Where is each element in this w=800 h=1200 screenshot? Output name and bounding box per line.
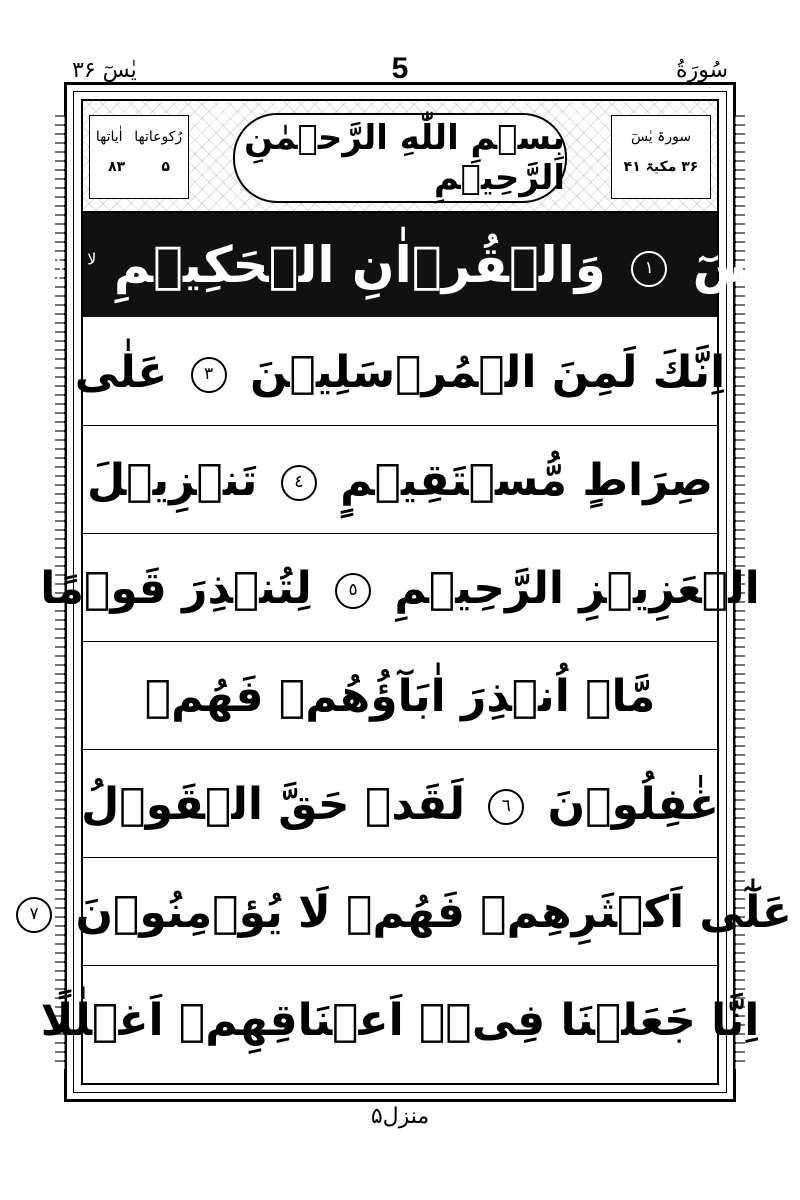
- ayah-text: الۡعَزِيۡزِ الرَّحِيۡمِ: [394, 562, 760, 614]
- ayah-number-marker: ٢: [26, 251, 62, 287]
- ayah-number-marker: ٦: [488, 789, 524, 825]
- surah-meta: ۳۶ مکیۃ ۴۱: [623, 159, 699, 175]
- ayah-text: عَلٰى: [74, 346, 168, 398]
- ayah-line: [29, 859, 792, 966]
- surah-name: سورۃ یٰسٓ: [630, 129, 692, 145]
- ayah-number-marker: ٥: [335, 573, 371, 609]
- ayah-line: [40, 535, 760, 642]
- ruku-count: ۵: [161, 159, 170, 175]
- surah-info-box: [611, 115, 711, 199]
- manzil-footer: منزل۵: [370, 1104, 430, 1129]
- ayat-label: اٰیاتھا: [95, 129, 123, 145]
- ayah-text: غٰفِلُوۡنَ: [547, 778, 719, 830]
- waqf-stop-mark: لا: [87, 249, 97, 269]
- ayah-text: اِنَّكَ لَمِنَ الۡمُرۡسَلِيۡنَ: [249, 346, 726, 398]
- ayah-line: [83, 751, 717, 858]
- ayah-text: وَالۡقُرۡاٰنِ الۡحَكِيۡمِ: [113, 236, 606, 294]
- ayah-number-marker: ١: [631, 251, 667, 287]
- ayat-count: ۸۳: [108, 159, 126, 175]
- ayah-line: [83, 643, 717, 750]
- ayah-number-marker: ٧: [16, 897, 52, 933]
- surah-banner: [83, 101, 717, 213]
- ayah-line: [83, 427, 717, 534]
- ayah-number-marker: ٤: [281, 465, 317, 501]
- ayah-text: عَلٰٓى اَكۡثَرِهِمۡ فَهُمۡ لَا يُؤۡمِنُوۡنَ: [75, 886, 792, 938]
- ayah-text: يٰسٓ: [692, 236, 783, 294]
- header-surah-label: سُورَةُ: [676, 58, 728, 83]
- ayah-text: مَّاۤ اُنۡذِرَ اٰبَآؤُهُمۡ فَهُمۡ: [144, 670, 656, 722]
- ayah-number-marker: ٣: [191, 357, 227, 393]
- title-ayah-line: [18, 236, 782, 294]
- title-ayah-strip: [39, 213, 783, 317]
- page-number: 5: [391, 52, 409, 85]
- ayah-text: تَنۡزِيۡلَ: [86, 454, 258, 506]
- ayah-text: صِرَاطٍ مُّسۡتَقِيۡمٍ: [340, 454, 714, 506]
- ayah-text: لَقَدۡ حَقَّ الۡقَوۡلُ: [81, 778, 465, 830]
- ayah-text: لِتُنۡذِرَ قَوۡمًا: [40, 562, 312, 614]
- page-frame: [29, 82, 792, 1102]
- ayah-ruku-count-box: [89, 115, 189, 199]
- ayah-line: [40, 967, 760, 1073]
- bismillah-cartouche: [233, 113, 567, 203]
- text-area: [29, 99, 792, 1085]
- ayah-text: اِنَّا جَعَلۡنَا فِىۡۤ اَعۡنَاقِهِمۡ اَغۡلٰلًا: [40, 994, 760, 1046]
- bismillah-text: بِسۡمِ اللّٰهِ الرَّحۡمٰنِ الرَّحِيۡمِ: [244, 118, 565, 198]
- header-surah-number: یٰسٓ ۳۶: [72, 58, 137, 83]
- ruku-label: رُكوعاتها: [134, 129, 183, 145]
- ayah-line: [74, 319, 726, 426]
